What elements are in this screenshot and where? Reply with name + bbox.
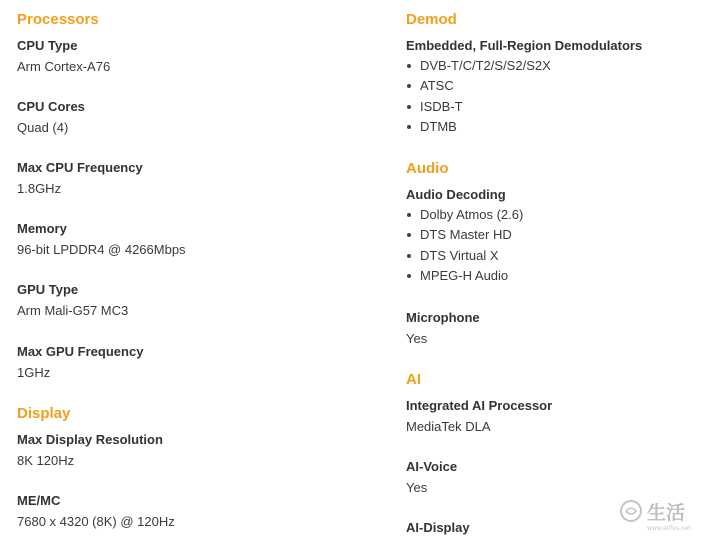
bullet-icon	[407, 254, 411, 258]
memc-label: ME/MC	[17, 493, 61, 508]
bullet-icon	[407, 274, 411, 278]
demod-item: DTMB	[420, 119, 457, 135]
list-item	[406, 56, 551, 76]
watermark-logo	[617, 497, 717, 533]
watermark-text: 生活	[647, 502, 686, 524]
section-title-ai: AI	[406, 371, 421, 388]
ai-processor-value: MediaTek DLA	[406, 419, 491, 434]
memc-value: 7680 x 4320 (8K) @ 120Hz	[17, 514, 175, 529]
demod-item: DVB-T/C/T2/S/S2/S2X	[420, 58, 551, 73]
bullet-icon	[407, 64, 411, 68]
section-title-processors: Processors	[17, 11, 99, 28]
max-display-resolution-value: 8K 120Hz	[17, 453, 75, 468]
max-cpu-frequency-value: 1.8GHz	[17, 181, 62, 196]
demod-label: Embedded, Full-Region Demodulators	[406, 38, 643, 53]
watermark-url: www.elifes.net	[647, 525, 691, 532]
section-title-audio: Audio	[406, 160, 449, 177]
list-item	[406, 225, 523, 245]
ai-voice-label: AI-Voice	[406, 459, 458, 474]
max-gpu-frequency-label: Max GPU Frequency	[17, 344, 144, 359]
bullet-icon	[407, 125, 411, 129]
max-gpu-frequency-value: 1GHz	[17, 365, 51, 380]
memory-label: Memory	[17, 221, 67, 236]
gpu-type-value: Arm Mali-G57 MC3	[17, 303, 129, 318]
audio-item: DTS Master HD	[420, 227, 512, 243]
microphone-value: Yes	[406, 331, 428, 346]
ai-voice-value: Yes	[406, 480, 428, 495]
gpu-type-label: GPU Type	[17, 282, 79, 297]
ai-display-label: AI-Display	[406, 520, 470, 535]
cpu-type-label: CPU Type	[17, 38, 78, 53]
list-item	[406, 117, 551, 137]
list-item	[406, 205, 523, 225]
max-display-resolution-label: Max Display Resolution	[17, 432, 163, 447]
demod-item: ATSC	[420, 78, 454, 94]
bullet-icon	[407, 84, 411, 88]
list-item	[406, 246, 523, 266]
ai-processor-label: Integrated AI Processor	[406, 398, 553, 413]
cpu-cores-label: CPU Cores	[17, 99, 85, 114]
audio-item: MPEG-H Audio	[420, 268, 509, 284]
demod-list	[406, 56, 551, 138]
audio-item: Dolby Atmos (2.6)	[420, 207, 524, 222]
section-title-display: Display	[17, 405, 71, 422]
bullet-icon	[407, 105, 411, 109]
memory-value: 96-bit LPDDR4 @ 4266Mbps	[17, 242, 186, 257]
bullet-icon	[407, 233, 411, 237]
list-item	[406, 266, 523, 286]
cpu-type-value: Arm Cortex-A76	[17, 59, 111, 74]
cpu-cores-value: Quad (4)	[17, 120, 69, 135]
microphone-label: Microphone	[406, 310, 480, 325]
audio-decoding-label: Audio Decoding	[406, 187, 506, 202]
section-title-demod: Demod	[406, 11, 457, 28]
watermark-icon	[617, 497, 717, 533]
audio-item: DTS Virtual X	[420, 247, 499, 263]
list-item	[406, 97, 551, 117]
audio-list	[406, 205, 523, 287]
bullet-icon	[407, 213, 411, 217]
demod-item: ISDB-T	[420, 98, 463, 114]
max-cpu-frequency-label: Max CPU Frequency	[17, 160, 143, 175]
list-item	[406, 76, 551, 96]
